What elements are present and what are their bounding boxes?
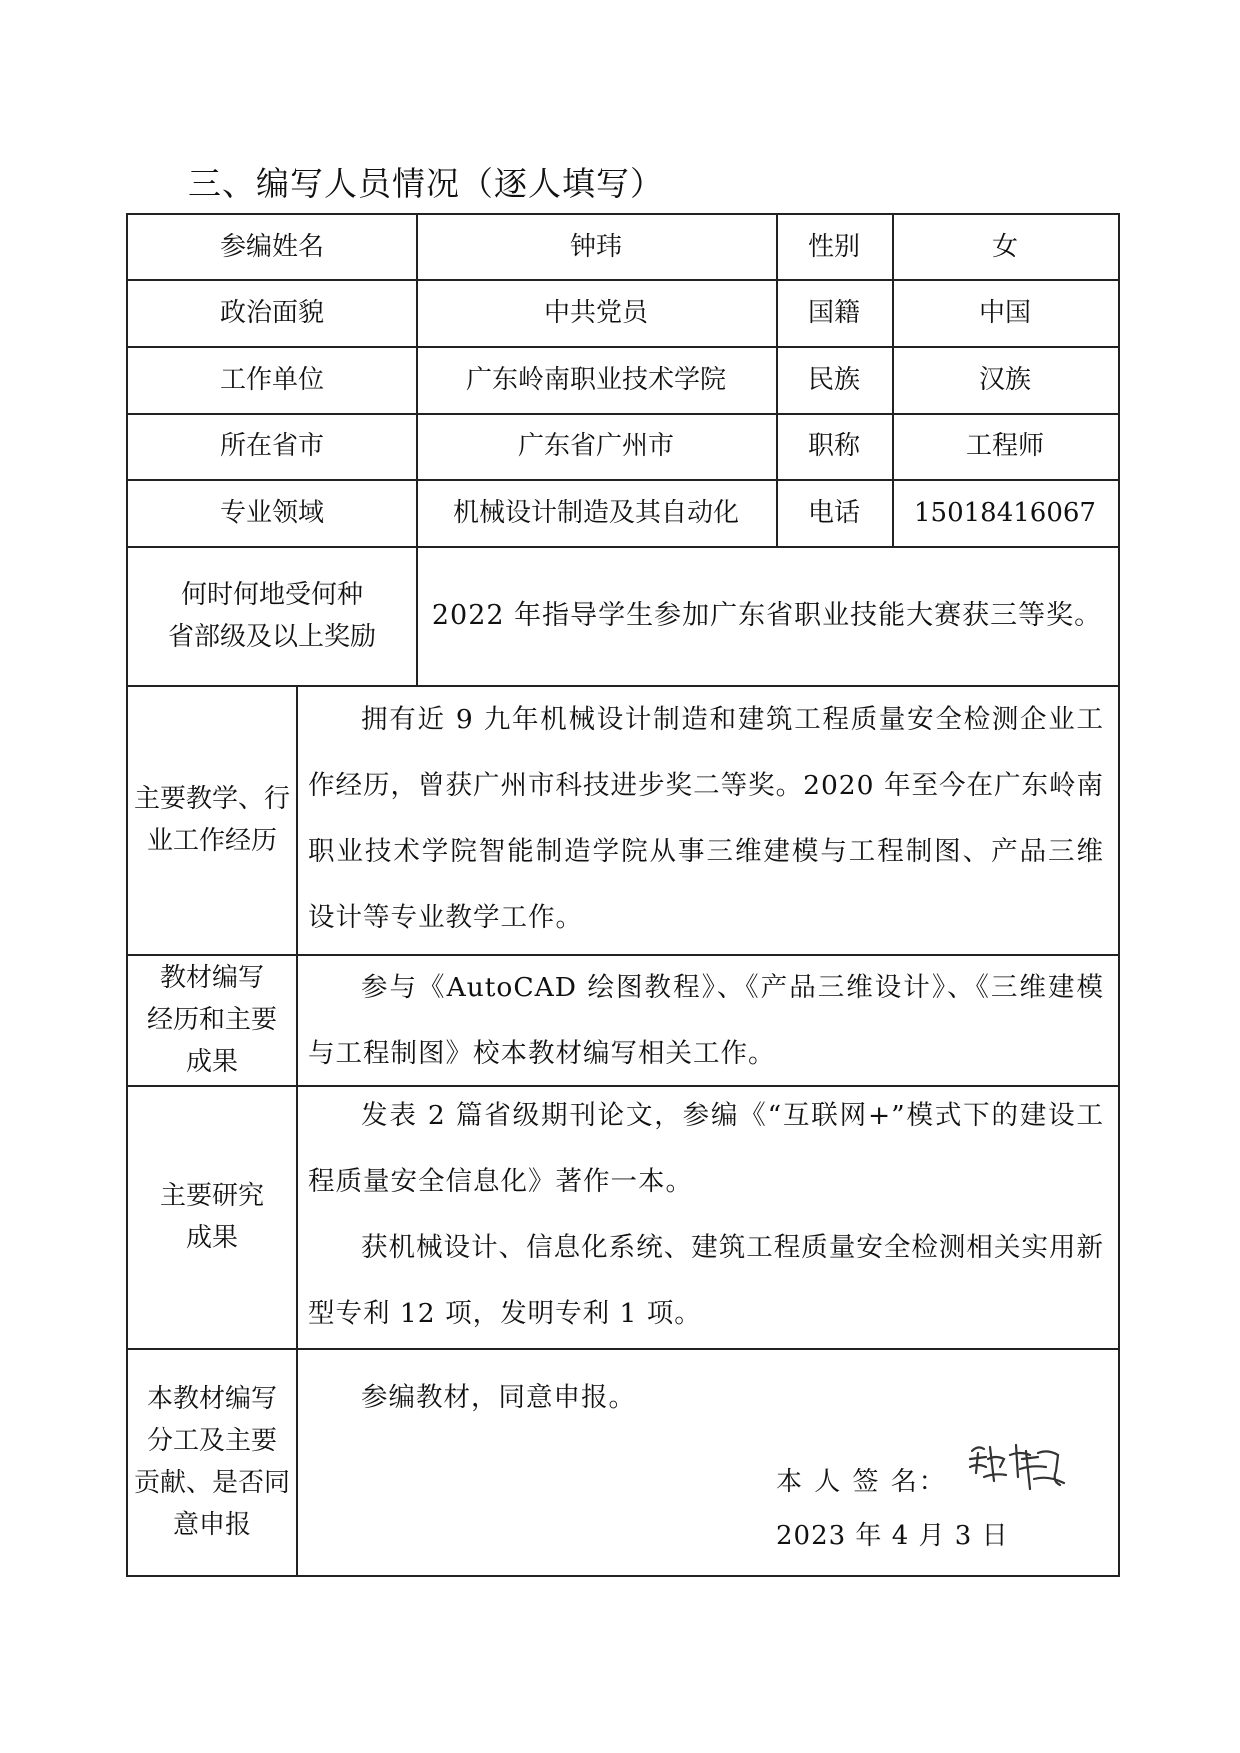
- name-label: 参编姓名: [219, 232, 324, 262]
- section-heading: 三、编写人员情况（逐人填写）: [188, 164, 664, 203]
- gender-value: 女: [991, 232, 1018, 262]
- textbook-label-line: 教材编写: [159, 962, 264, 993]
- signature-label: 本 人 签 名：: [776, 1467, 947, 1497]
- research-text-1: 发表 2 篇省级期刊论文，参编《“互联网+”模式下的建设工程质量安全信息化》著作一本。: [308, 1100, 1104, 1197]
- field-label: 专业领域: [219, 497, 324, 528]
- textbook-label-line: 经历和主要: [146, 1004, 277, 1035]
- signature-date: 2023 年 4 月 3 日: [776, 1521, 1009, 1551]
- handwritten-signature: [964, 1437, 1084, 1501]
- nationality-label: 国籍: [807, 297, 860, 328]
- location-value: 广东省广州市: [517, 431, 674, 461]
- experience-label: [128, 685, 296, 954]
- awards-label: [128, 546, 416, 685]
- awards-label-line: 何时何地受何种: [180, 579, 363, 610]
- phone-value: 15018416067: [914, 497, 1096, 528]
- contribution-label-line: 意申报: [172, 1509, 251, 1540]
- title-value: 工程师: [965, 431, 1044, 461]
- ethnicity-value: 汉族: [978, 364, 1031, 395]
- textbook-label: [128, 954, 296, 1085]
- contribution-label-line: 本教材编写: [146, 1383, 277, 1414]
- research-label-line: 成果: [185, 1222, 238, 1253]
- political-label: 政治面貌: [219, 297, 324, 328]
- ethnicity-label: 民族: [807, 364, 860, 395]
- nationality-value: 中国: [978, 297, 1031, 328]
- textbook-label-line: 成果: [185, 1046, 238, 1077]
- field-value: 机械设计制造及其自动化: [452, 497, 739, 528]
- experience-label-line: 业工作经历: [146, 825, 277, 856]
- experience-text: 拥有近 9 九年机械设计制造和建筑工程质量安全检测企业工作经历，曾获广州市科技进步奖二等奖。2020 年至今在广东岭南职业技术学院智能制造学院从事三维建模与工程制图、产品三维设计等专业教学工作。: [308, 704, 1104, 933]
- awards-label-line: 省部级及以上奖励: [167, 621, 376, 652]
- contribution-text: 参编教材，同意申报。: [361, 1382, 636, 1413]
- location-label: 所在省市: [219, 431, 324, 461]
- textbook-text: 参与《AutoCAD 绘图教程》、《产品三维设计》、《三维建模与工程制图》校本教材编写相关工作。: [308, 972, 1104, 1069]
- gender-label: 性别: [807, 232, 860, 262]
- employer-value: 广东岭南职业技术学院: [465, 364, 726, 395]
- employer-label: 工作单位: [219, 364, 324, 395]
- col-divider: [296, 685, 298, 1575]
- research-label-line: 主要研究: [159, 1180, 264, 1211]
- contribution-label-line: 分工及主要: [146, 1425, 277, 1456]
- research-label: [128, 1085, 296, 1348]
- contribution-label-line: 贡献、是否同: [133, 1467, 290, 1498]
- research-text-2: 获机械设计、信息化系统、建筑工程质量安全检测相关实用新型专利 12 项，发明专利 1 项。: [308, 1232, 1104, 1329]
- personnel-table: [126, 213, 1120, 1577]
- title-label: 职称: [807, 431, 860, 461]
- phone-label: 电话: [807, 497, 860, 528]
- experience-label-line: 主要教学、行: [133, 783, 290, 814]
- awards-value: 2022 年指导学生参加广东省职业技能大赛获三等奖。: [431, 599, 1103, 631]
- contribution-label: [128, 1348, 296, 1575]
- political-value: 中共党员: [543, 297, 648, 328]
- name-value: 钟玮: [569, 232, 622, 262]
